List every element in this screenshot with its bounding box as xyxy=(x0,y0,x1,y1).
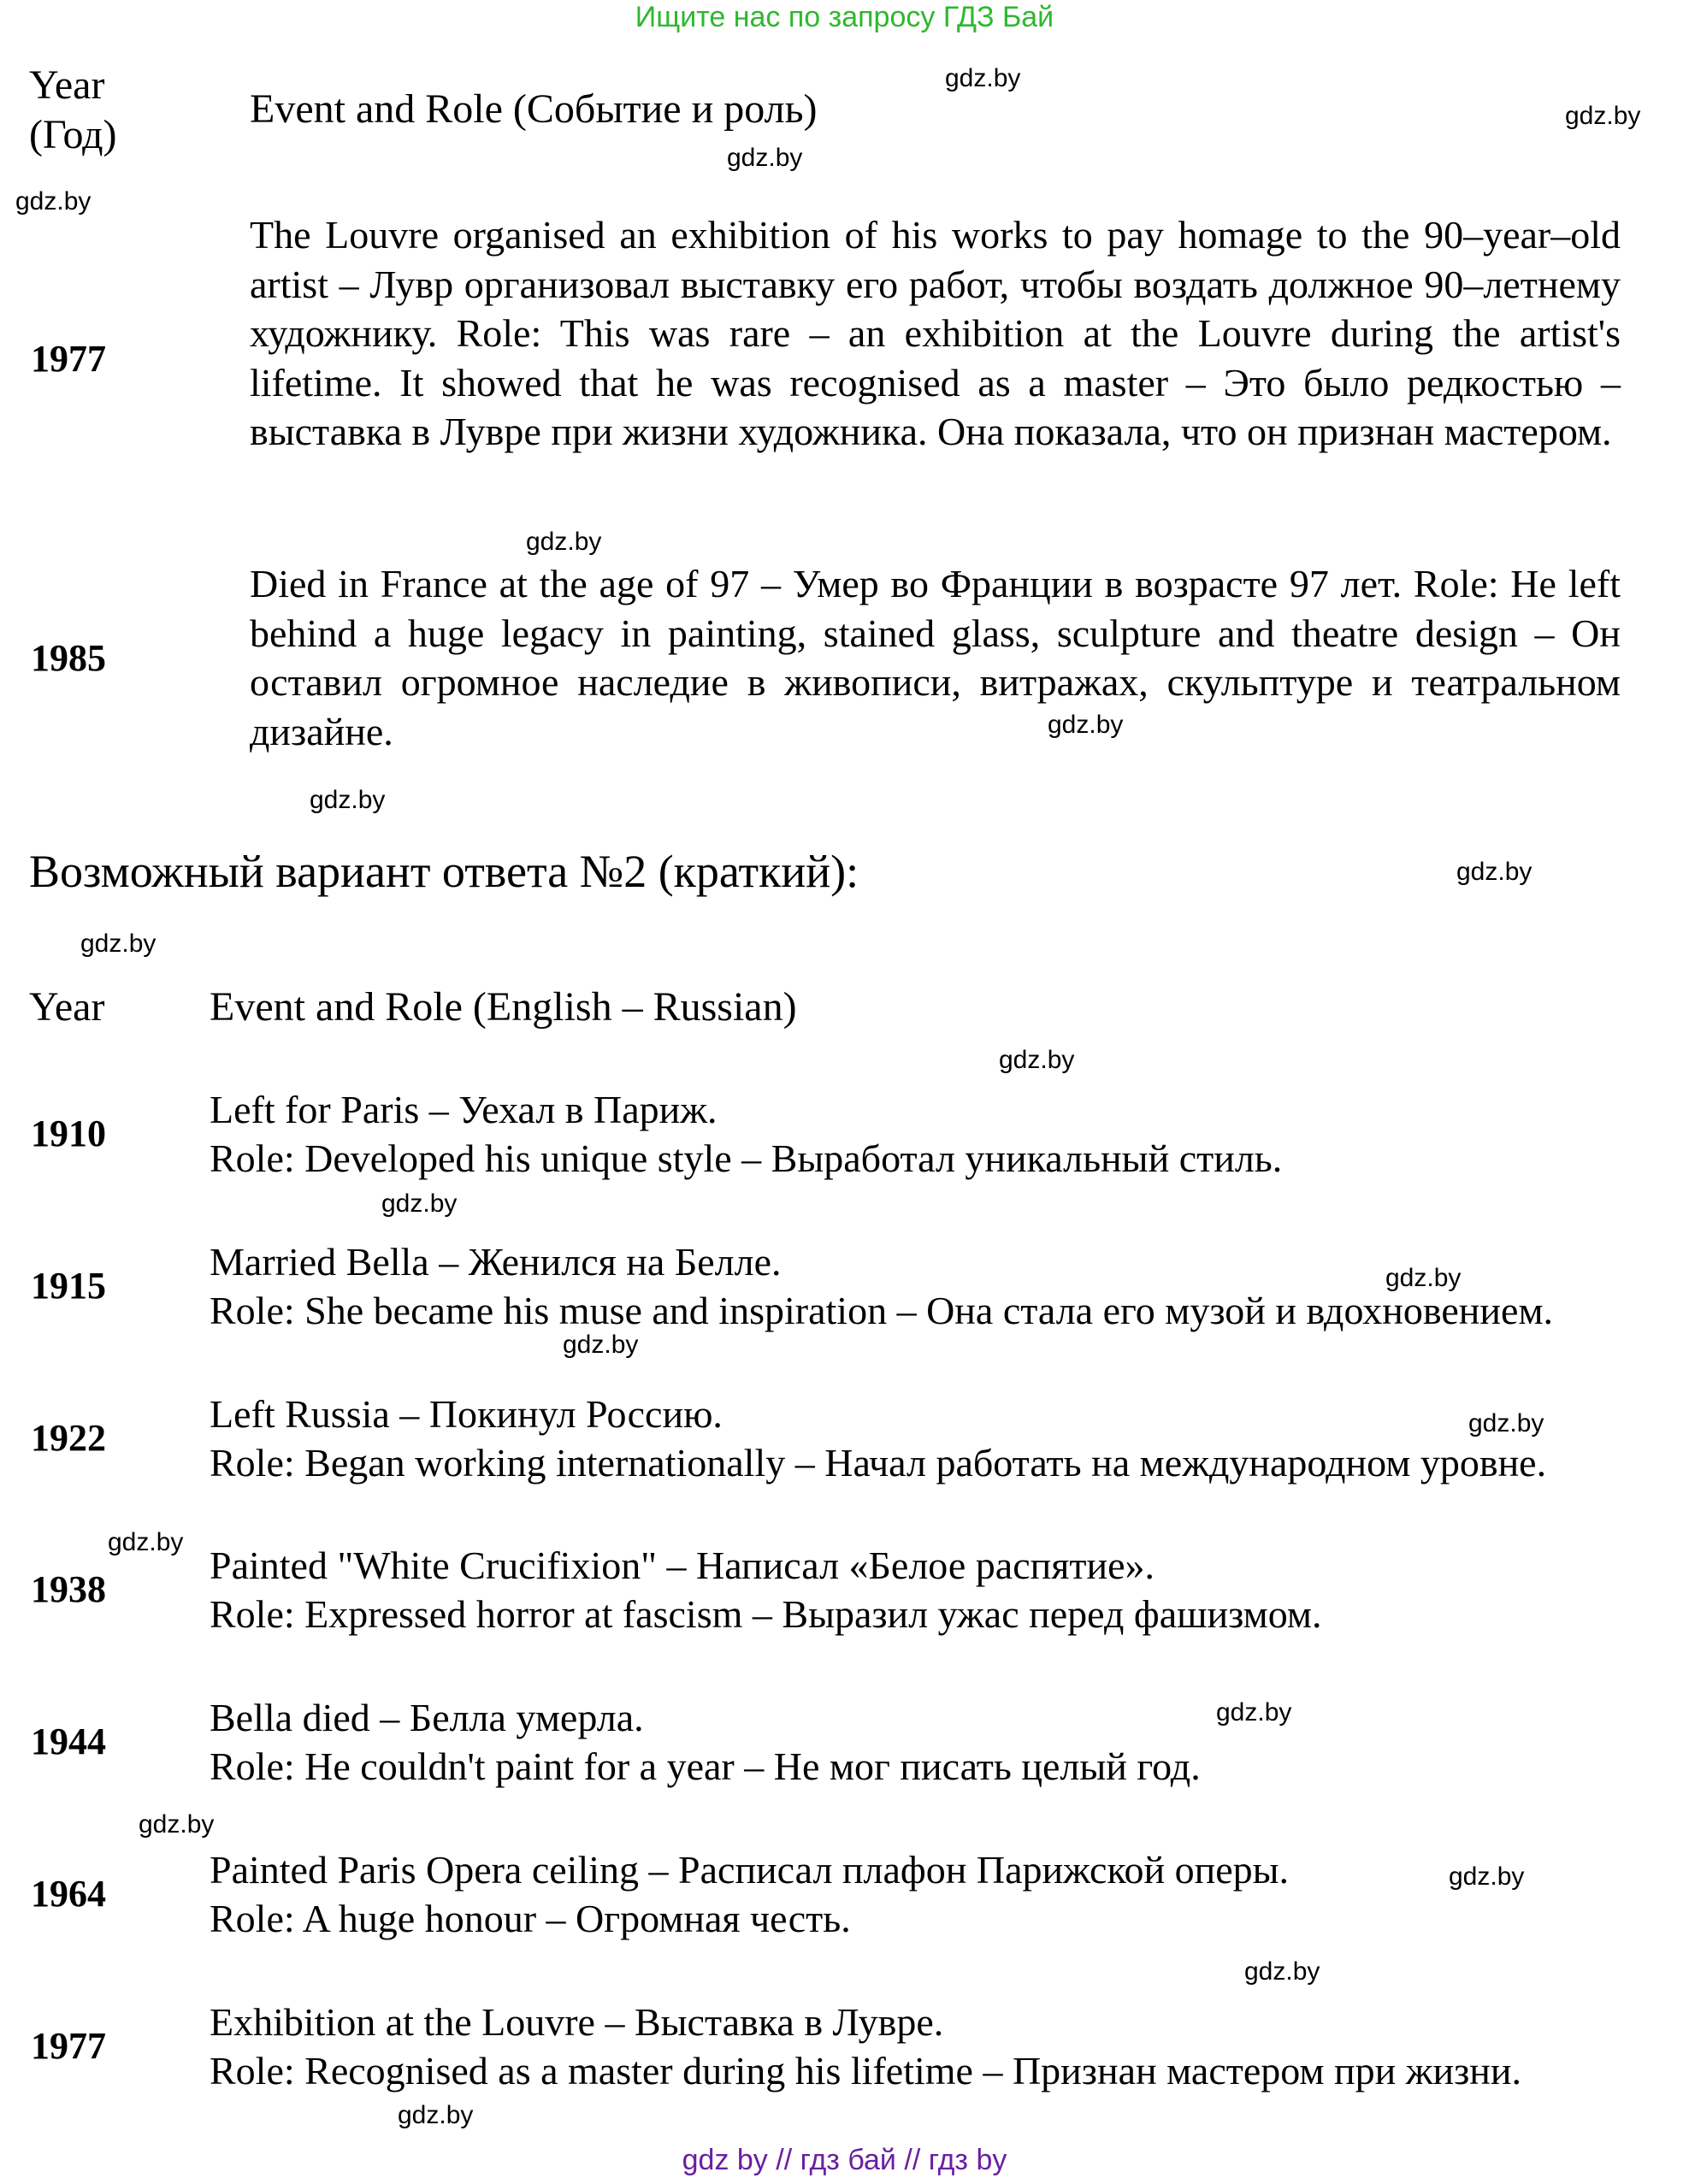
table2-row-role: Role: Began working internationally – Начал работать на международном уровне. xyxy=(210,1441,1547,1485)
watermark: gdz.by xyxy=(398,2101,474,2129)
table2-row-role: Role: Recognised as a master during his lifetime – Признан мастером при жизни. xyxy=(210,2049,1522,2093)
table2-row-event: Left for Paris – Уехал в Париж. xyxy=(210,1088,718,1131)
table2-row-year: 1922 xyxy=(31,1417,106,1459)
watermark: gdz.by xyxy=(1565,102,1641,130)
top-banner: Ищите нас по запросу ГДЗ Бай xyxy=(635,1,1054,33)
table1-row-text: The Louvre organised an exhibition of his works to pay homage to the 90–year–old artist – Лувр организовал выставку его работ, чтобы воздать должное 90–летнему художнику. Role: This was rare – an exhibition at the Louvre during the artist's lifetime. It showed that he was recognised as a master – Это было редкостью – выставка в Лувре при жизни художника. Она показала, что он признан мастером. xyxy=(250,213,1621,453)
table1-header-event: Event and Role (Событие и роль) xyxy=(250,86,818,132)
table2-row-role: Role: A huge honour – Огромная честь. xyxy=(210,1897,851,1940)
watermark: gdz.by xyxy=(727,144,803,172)
watermark: gdz.by xyxy=(1468,1409,1544,1437)
watermark: gdz.by xyxy=(310,786,386,814)
table2-row-role: Role: She became his muse and inspiration – Она стала его музой и вдохновением. xyxy=(210,1289,1554,1332)
table2-row-event: Bella died – Белла умерла. xyxy=(210,1696,644,1739)
watermark: gdz.by xyxy=(80,930,156,958)
watermark: gdz.by xyxy=(999,1046,1075,1074)
table1-row-year: 1985 xyxy=(31,637,106,679)
table2-row-year: 1964 xyxy=(31,1873,106,1915)
watermark: gdz.by xyxy=(139,1810,215,1839)
watermark: gdz.by xyxy=(1385,1264,1462,1292)
table2-row-year: 1944 xyxy=(31,1721,106,1762)
watermark: gdz.by xyxy=(15,187,92,215)
watermark: gdz.by xyxy=(1449,1862,1525,1891)
watermark: gdz.by xyxy=(945,64,1021,92)
watermark: gdz.by xyxy=(1048,711,1124,739)
table1-row-year: 1977 xyxy=(31,338,106,380)
table2-row-role: Role: Developed his unique style – Выработал уникальный стиль. xyxy=(210,1136,1283,1180)
table2-row-event: Painted Paris Opera ceiling – Расписал плафон Парижской оперы. xyxy=(210,1848,1290,1892)
watermark: gdz.by xyxy=(1456,858,1533,886)
table2-row-year: 1938 xyxy=(31,1568,106,1610)
table2-row-role: Role: Expressed horror at fascism – Выразил ужас перед фашизмом. xyxy=(210,1592,1322,1636)
table2-row-event: Left Russia – Покинул Россию. xyxy=(210,1392,723,1436)
table2-row-event: Exhibition at the Louvre – Выставка в Лувре. xyxy=(210,2000,944,2044)
table1-header-year-ru: (Год) xyxy=(29,112,117,157)
watermark: gdz.by xyxy=(108,1528,184,1556)
table2-row-year: 1915 xyxy=(31,1265,106,1307)
table1-header-year: Year xyxy=(29,62,105,108)
section-title: Возможный вариант ответа №2 (краткий): xyxy=(29,846,859,897)
table2-row-event: Painted "White Crucifixion" – Написал «Белое распятие». xyxy=(210,1544,1155,1587)
table2-row-year: 1977 xyxy=(31,2025,106,2067)
table2-header-event: Event and Role (English – Russian) xyxy=(210,984,797,1030)
watermark: gdz.by xyxy=(1244,1957,1320,1986)
table2-row-role: Role: He couldn't paint for a year – Не мог писать целый год. xyxy=(210,1744,1201,1788)
table2-header-year: Year xyxy=(29,984,105,1030)
watermark: gdz.by xyxy=(381,1189,458,1218)
table2-row-event: Married Bella – Женился на Белле. xyxy=(210,1240,782,1284)
bottom-banner: gdz by // гдз бай // гдз by xyxy=(682,2144,1007,2176)
table1-row-text: Died in France at the age of 97 – Умер во Франции в возрасте 97 лет. Role: He left behind a huge legacy in painting, stained glass, sculpture and theatre design – Он оставил огромное наследие в живописи, витражах, скульптуре и театральном дизайне. xyxy=(250,562,1621,753)
watermark: gdz.by xyxy=(1216,1698,1292,1727)
watermark: gdz.by xyxy=(563,1331,639,1359)
table2-row-year: 1910 xyxy=(31,1113,106,1154)
watermark: gdz.by xyxy=(526,528,602,556)
